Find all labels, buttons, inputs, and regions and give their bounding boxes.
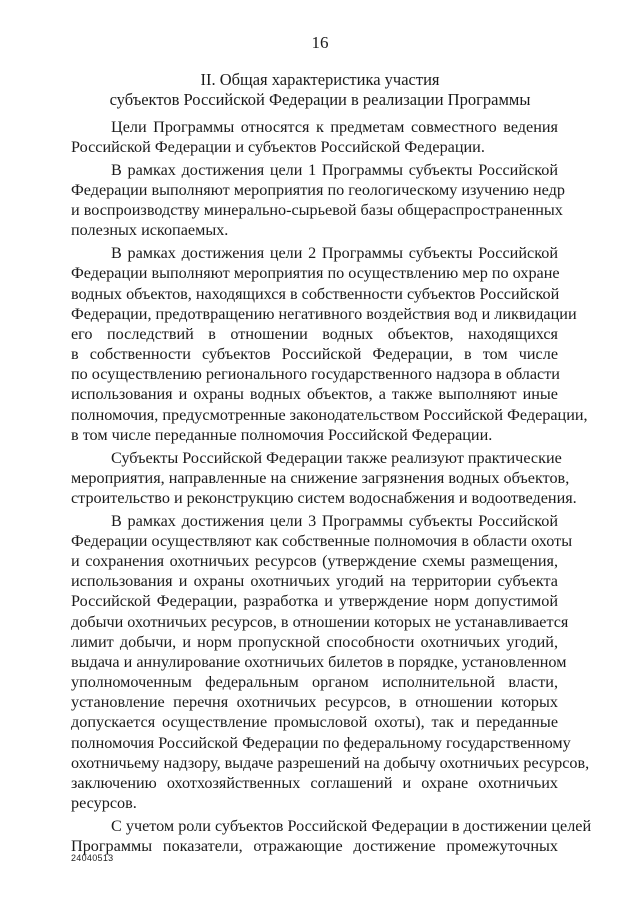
text-line: использования и охраны водных объектов, а также выполняют иные	[71, 385, 558, 404]
text-line: Субъекты Российской Федерации также реализуют практические	[111, 448, 562, 467]
text-line: В рамках достижения цели 1 Программы субъекты Российской	[111, 160, 558, 179]
text-line: полномочия, предусмотренные законодательством Российской Федерации,	[71, 405, 588, 424]
document-code: 24040513	[71, 853, 114, 863]
text-line: Федерации осуществляют как собственные полномочия в области охоты	[71, 531, 573, 550]
paragraph	[71, 117, 558, 157]
text-line: и воспроизводству минерально-сырьевой базы общераспространенных	[71, 201, 563, 220]
paragraph	[71, 160, 565, 241]
text-line: в собственности субъектов Российской Федерации, в том числе	[71, 345, 558, 364]
text-line: допускается осуществление промысловой охоты), так и переданные	[71, 713, 558, 732]
section-heading-line-1: II. Общая характеристика участия	[200, 70, 440, 89]
text-line: строительство и реконструкцию систем водоснабжения и водоотведения.	[71, 488, 577, 507]
text-line: полезных ископаемых.	[71, 221, 229, 240]
text-line: Цели Программы относятся к предметам совместного ведения	[111, 118, 558, 136]
body-text	[71, 117, 592, 859]
text-line: добычи охотничьих ресурсов, в отношении которых не устанавливается	[71, 612, 569, 631]
text-line: и сохранения охотничьих ресурсов (утверждение схемы размещения,	[71, 551, 558, 570]
text-line: Федерации выполняют мероприятия по геологическому изучению недр	[71, 181, 565, 200]
text-line: Российской Федерации, разработка и утверждение норм допустимой	[71, 592, 558, 611]
text-line: ресурсов.	[71, 794, 137, 813]
section-heading-line-2: субъектов Российской Федерации в реализации Программы	[109, 90, 531, 109]
text-line: Программы показатели, отражающие достижение промежуточных	[71, 837, 558, 856]
text-line: С учетом роли субъектов Российской Федерации в достижении целей	[111, 816, 592, 835]
paragraph	[71, 448, 577, 509]
text-line: полномочия Российской Федерации по федеральному государственному	[71, 733, 571, 752]
text-line: Российской Федерации и субъектов Российской Федерации.	[71, 138, 485, 157]
section-heading	[70, 70, 570, 110]
text-line: лимит добычи, и норм пропускной способности охотничьих угодий,	[71, 632, 558, 651]
text-line: использования и охраны охотничьих угодий на территории субъекта	[71, 572, 558, 591]
paragraph	[71, 243, 588, 445]
text-line: мероприятия, направленные на снижение загрязнения водных объектов,	[71, 468, 570, 487]
paragraph	[71, 816, 592, 856]
text-line: установление перечня охотничьих ресурсов, в отношении которых	[71, 693, 558, 712]
text-line: В рамках достижения цели 3 Программы субъекты Российской	[111, 511, 558, 530]
text-line: заключению охотхозяйственных соглашений и охране охотничьих	[71, 774, 558, 792]
text-line: выдача и аннулирование охотничьих билетов в порядке, установленном	[71, 652, 567, 671]
text-line: охотничьему надзору, выдаче разрешений на добычу охотничьих ресурсов,	[71, 753, 590, 772]
page-number: 16	[311, 33, 329, 52]
text-line: по осуществлению регионального государственного надзора в области	[71, 365, 560, 384]
text-line: его последствий в отношении водных объектов, находящихся	[71, 324, 558, 343]
paragraph	[71, 511, 590, 814]
text-line: водных объектов, находящихся в собственности субъектов Российской	[71, 284, 560, 303]
text-line: Федерации выполняют мероприятия по осуществлению мер по охране	[71, 264, 560, 283]
text-line: Федерации, предотвращению негативного воздействия вод и ликвидации	[71, 304, 577, 323]
text-line: В рамках достижения цели 2 Программы субъекты Российской	[111, 244, 558, 263]
text-line: в том числе переданные полномочия Российской Федерации.	[71, 425, 493, 444]
text-line: уполномоченным федеральным органом исполнительной власти,	[71, 673, 558, 692]
